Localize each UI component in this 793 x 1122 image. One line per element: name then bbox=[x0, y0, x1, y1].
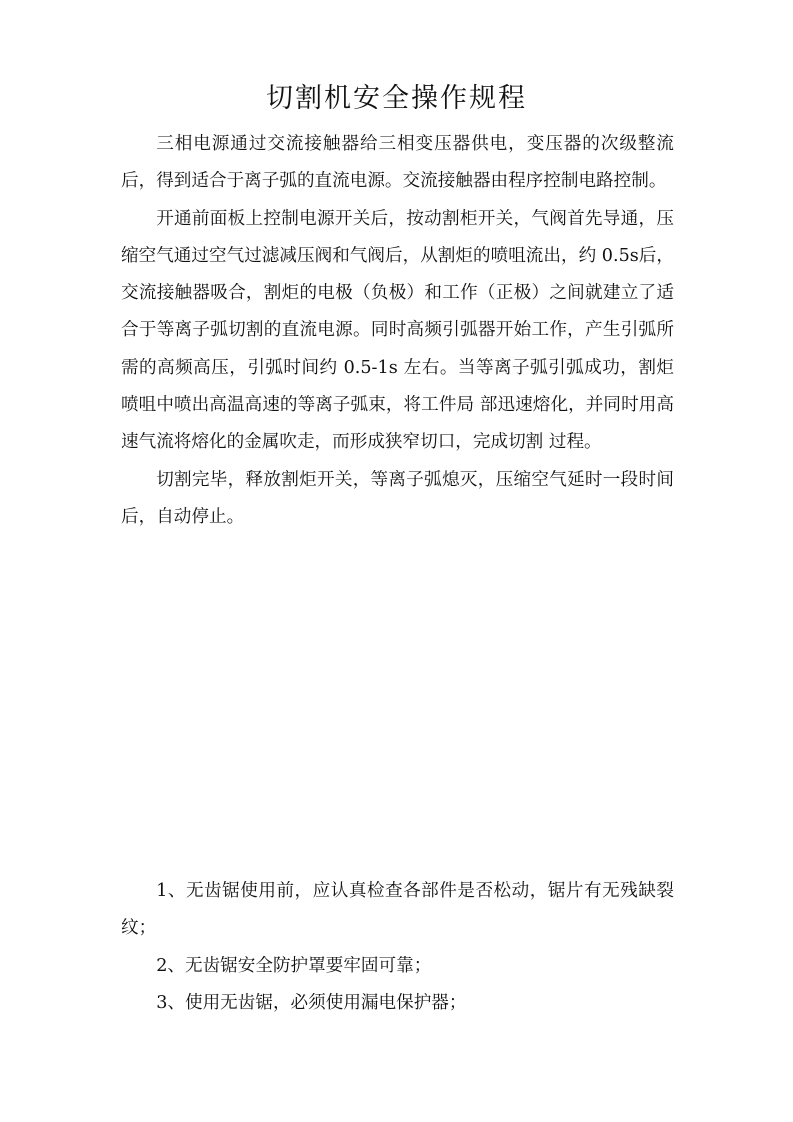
principle-section bbox=[121, 126, 674, 536]
paragraph-operation: 开通前面板上控制电源开关后，按动割柜开关，气阀首先导通，压缩空气通过空气过滤减压阀和气阀后，从割炬的喷咀流出，约 0.5s后，交流接触器吸合，割炬的电极（负极）和工作（正极）之间就建立了适合于等离子弧切割的直流电源。同时高频引弧器开始工作，产生引弧所需的高频高压，引弧时间约 0.5-1s 左右。当等离子弧引弧成功，割炬喷咀中喷出高温高速的等离子弧束，将工件局 部迅速熔化，并同时用高速气流将熔化的金属吹走，而形成狭窄切口，完成切割 过程。 bbox=[121, 208, 674, 453]
rule-item-2: 2、无齿锯安全防护罩要牢固可靠； bbox=[156, 955, 432, 976]
safety-rules-list bbox=[121, 873, 674, 1022]
rule-item-1: 1、无齿锯使用前，应认真检查各部件是否松动，锯片有无残缺裂纹； bbox=[121, 881, 674, 939]
page-title: 切割机安全操作规程 bbox=[266, 83, 527, 114]
paragraph-power-supply: 三相电源通过交流接触器给三相变压器供电，变压器的次级整流后，得到适合于离子弧的直流电源。交流接触器由程序控制电路控制。 bbox=[121, 134, 674, 192]
paragraph-shutdown: 切割完毕，释放割炬开关，等离子弧熄灭，压缩空气延时一段时间后，自动停止。 bbox=[121, 469, 674, 527]
rule-item-3: 3、使用无齿锯，必须使用漏电保护器； bbox=[156, 992, 467, 1013]
